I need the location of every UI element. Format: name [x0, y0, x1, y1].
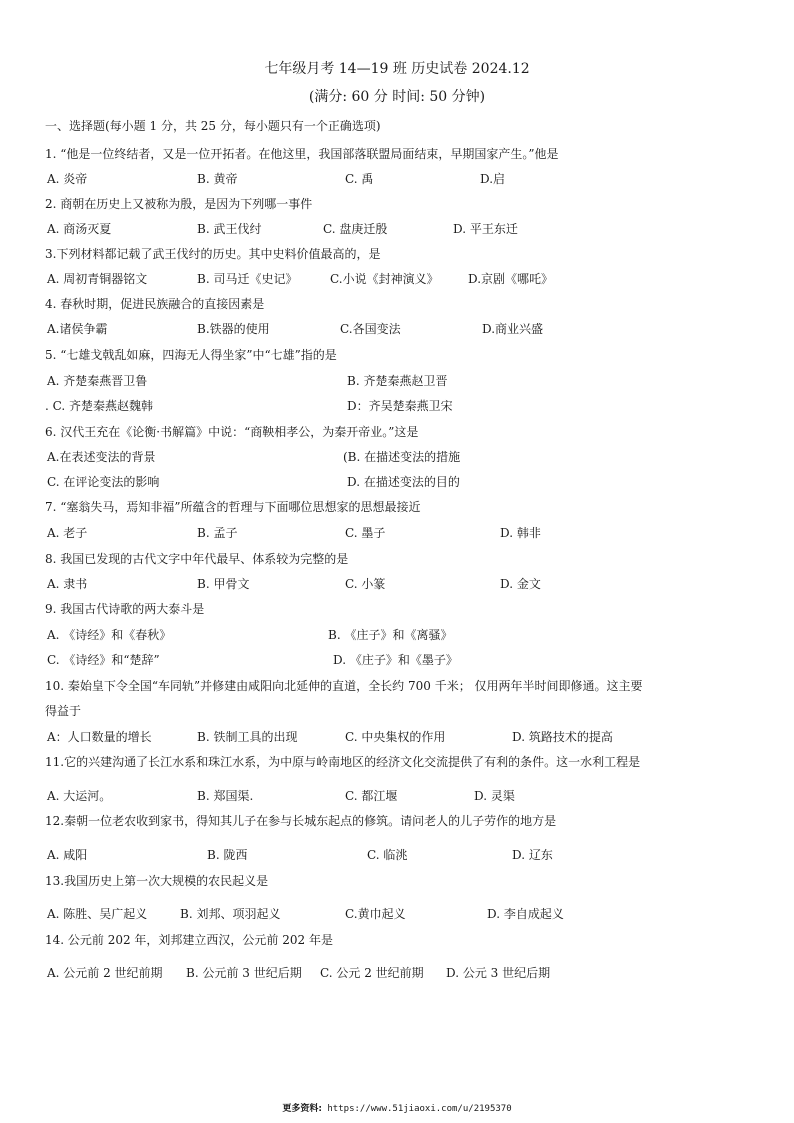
question-1-stem: 1. “他是一位终结者，又是一位开拓者。在他这里，我国部落联盟局面结束，早期国家产生。”他是 [45, 147, 559, 161]
question-5-option-a[interactable]: A. 齐楚秦燕晋卫鲁 [47, 374, 148, 388]
question-6-option-c[interactable]: C. 在评论变法的影响 [47, 475, 160, 489]
question-10-option-c[interactable]: C. 中央集权的作用 [345, 730, 446, 744]
question-11-option-c[interactable]: C. 都江堰 [345, 789, 398, 803]
question-12-option-d[interactable]: D. 辽东 [512, 848, 553, 862]
question-6-option-d[interactable]: D. 在描述变法的目的 [347, 475, 460, 489]
question-3-stem: 3.下列材料都记载了武王伐纣的历史。其中史料价值最高的，是 [45, 247, 381, 261]
question-4-option-c[interactable]: C.各国变法 [340, 322, 401, 336]
question-13-stem: 13.我国历史上第一次大规模的农民起义是 [45, 874, 269, 888]
question-3-option-a[interactable]: A. 周初青铜器铭文 [47, 272, 148, 286]
question-3-option-c[interactable]: C.小说《封神演义》 [330, 272, 439, 286]
question-9-option-a[interactable]: A. 《诗经》和《春秋》 [47, 628, 172, 642]
question-12-option-c[interactable]: C. 临洮 [367, 848, 408, 862]
question-1-option-d[interactable]: D.启 [480, 172, 506, 186]
exam-subtitle: (满分: 60 分 时间: 50 分钟) [308, 89, 486, 105]
question-14-option-b[interactable]: B. 公元前 3 世纪后期 [186, 966, 302, 980]
question-13-option-b[interactable]: B. 刘邦、项羽起义 [180, 907, 281, 921]
question-13-option-a[interactable]: A. 陈胜、吴广起义 [47, 907, 148, 921]
footer-link[interactable]: https://www.51jiaoxi.com/u/2195370 [327, 1104, 512, 1114]
question-5-option-c[interactable]: . C. 齐楚秦燕赵魏韩 [45, 399, 154, 413]
question-13-option-c[interactable]: C.黄巾起义 [345, 907, 406, 921]
question-10-option-d[interactable]: D. 筑路技术的提高 [512, 730, 613, 744]
question-9-option-b[interactable]: B. 《庄子》和《离骚》 [328, 628, 453, 642]
question-7-stem: 7. “塞翁失马，焉知非福”所蕴含的哲理与下面哪位思想家的思想最接近 [45, 500, 421, 514]
question-1-option-c[interactable]: C. 禹 [345, 172, 374, 186]
question-11-option-d[interactable]: D. 灵渠 [474, 789, 515, 803]
question-8-option-c[interactable]: C. 小篆 [345, 577, 386, 591]
question-2-stem: 2. 商朝在历史上又被称为殷，是因为下列哪一事件 [45, 197, 313, 211]
question-2-option-d[interactable]: D. 平王东迁 [453, 222, 518, 236]
question-6-option-a[interactable]: A.在表述变法的背景 [47, 450, 156, 464]
question-8-option-b[interactable]: B. 甲骨文 [197, 577, 250, 591]
question-7-option-d[interactable]: D. 韩非 [500, 526, 541, 540]
question-14-option-c[interactable]: C. 公元 2 世纪前期 [320, 966, 424, 980]
question-14-stem: 14. 公元前 202 年，刘邦建立西汉，公元前 202 年是 [45, 933, 333, 947]
section-heading: 一、选择题(每小题 1 分，共 25 分，每小题只有一个正确选项) [45, 119, 381, 133]
question-5-option-b[interactable]: B. 齐楚秦燕赵卫晋 [347, 374, 448, 388]
question-8-option-a[interactable]: A. 隶书 [47, 577, 88, 591]
question-10-stem: 10. 秦始皇下令全国“车同轨”并修建由咸阳向北延伸的直道，全长约 700 千米； 仅用两年半时间即修通。这主要 [45, 679, 643, 693]
question-3-option-d[interactable]: D.京剧《哪吒》 [468, 272, 554, 286]
question-10-option-a[interactable]: A：人口数量的增长 [47, 730, 152, 744]
question-9-option-d[interactable]: D. 《庄子》和《墨子》 [333, 653, 458, 667]
question-4-option-d[interactable]: D.商业兴盛 [482, 322, 544, 336]
question-12-option-b[interactable]: B. 陇西 [207, 848, 248, 862]
question-2-option-a[interactable]: A. 商汤灭夏 [47, 222, 112, 236]
question-6-option-b[interactable]: (B. 在描述变法的措施 [343, 450, 461, 464]
question-1-option-a[interactable]: A. 炎帝 [47, 172, 88, 186]
question-14-option-a[interactable]: A. 公元前 2 世纪前期 [47, 966, 163, 980]
question-5-stem: 5. “七雄戈戟乱如麻，四海无人得坐家”中“七雄”指的是 [45, 348, 337, 362]
question-7-option-b[interactable]: B. 孟子 [197, 526, 238, 540]
question-2-option-c[interactable]: C. 盘庚迁殷 [323, 222, 388, 236]
question-7-option-a[interactable]: A. 老子 [47, 526, 88, 540]
question-11-stem: 11.它的兴建沟通了长江水系和珠江水系，为中原与岭南地区的经济文化交流提供了有利的条件。这一水利工程是 [45, 755, 641, 769]
question-4-stem: 4. 春秋时期，促进民族融合的直接因素是 [45, 297, 265, 311]
question-10-option-b[interactable]: B. 铁制工具的出现 [197, 730, 298, 744]
question-14-option-d[interactable]: D. 公元 3 世纪后期 [446, 966, 551, 980]
question-5-option-d[interactable]: D：齐吴楚秦燕卫宋 [347, 399, 453, 413]
question-6-stem: 6. 汉代王充在《论衡·书解篇》中说：“商鞅相孝公，为秦开帝业。”这是 [45, 425, 419, 439]
question-13-option-d[interactable]: D. 李自成起义 [487, 907, 564, 921]
question-8-option-d[interactable]: D. 金文 [500, 577, 541, 591]
exam-title: 七年级月考 14—19 班 历史试卷 2024.12 [264, 61, 530, 77]
question-7-option-c[interactable]: C. 墨子 [345, 526, 386, 540]
question-3-option-b[interactable]: B. 司马迁《史记》 [197, 272, 298, 286]
question-11-option-a[interactable]: A. 大运河。 [47, 789, 112, 803]
question-9-stem: 9. 我国古代诗歌的两大泰斗是 [45, 602, 205, 616]
question-11-option-b[interactable]: B. 郑国渠. [197, 789, 254, 803]
question-2-option-b[interactable]: B. 武王伐纣 [197, 222, 262, 236]
footer-label: 更多资料: [282, 1104, 322, 1114]
question-12-option-a[interactable]: A. 咸阳 [47, 848, 88, 862]
question-4-option-a[interactable]: A.诸侯争霸 [47, 322, 108, 336]
question-8-stem: 8. 我国已发现的古代文字中年代最早、体系较为完整的是 [45, 552, 349, 566]
question-4-option-b[interactable]: B.铁器的使用 [197, 322, 270, 336]
footer [0, 1101, 794, 1114]
question-1-option-b[interactable]: B. 黄帝 [197, 172, 238, 186]
question-9-option-c[interactable]: C. 《诗经》和“楚辞” [47, 653, 160, 667]
question-10-stem-continued: 得益于 [45, 704, 82, 718]
question-12-stem: 12.秦朝一位老农收到家书，得知其儿子在参与长城东起点的修筑。请问老人的儿子劳作的地方是 [45, 814, 557, 828]
